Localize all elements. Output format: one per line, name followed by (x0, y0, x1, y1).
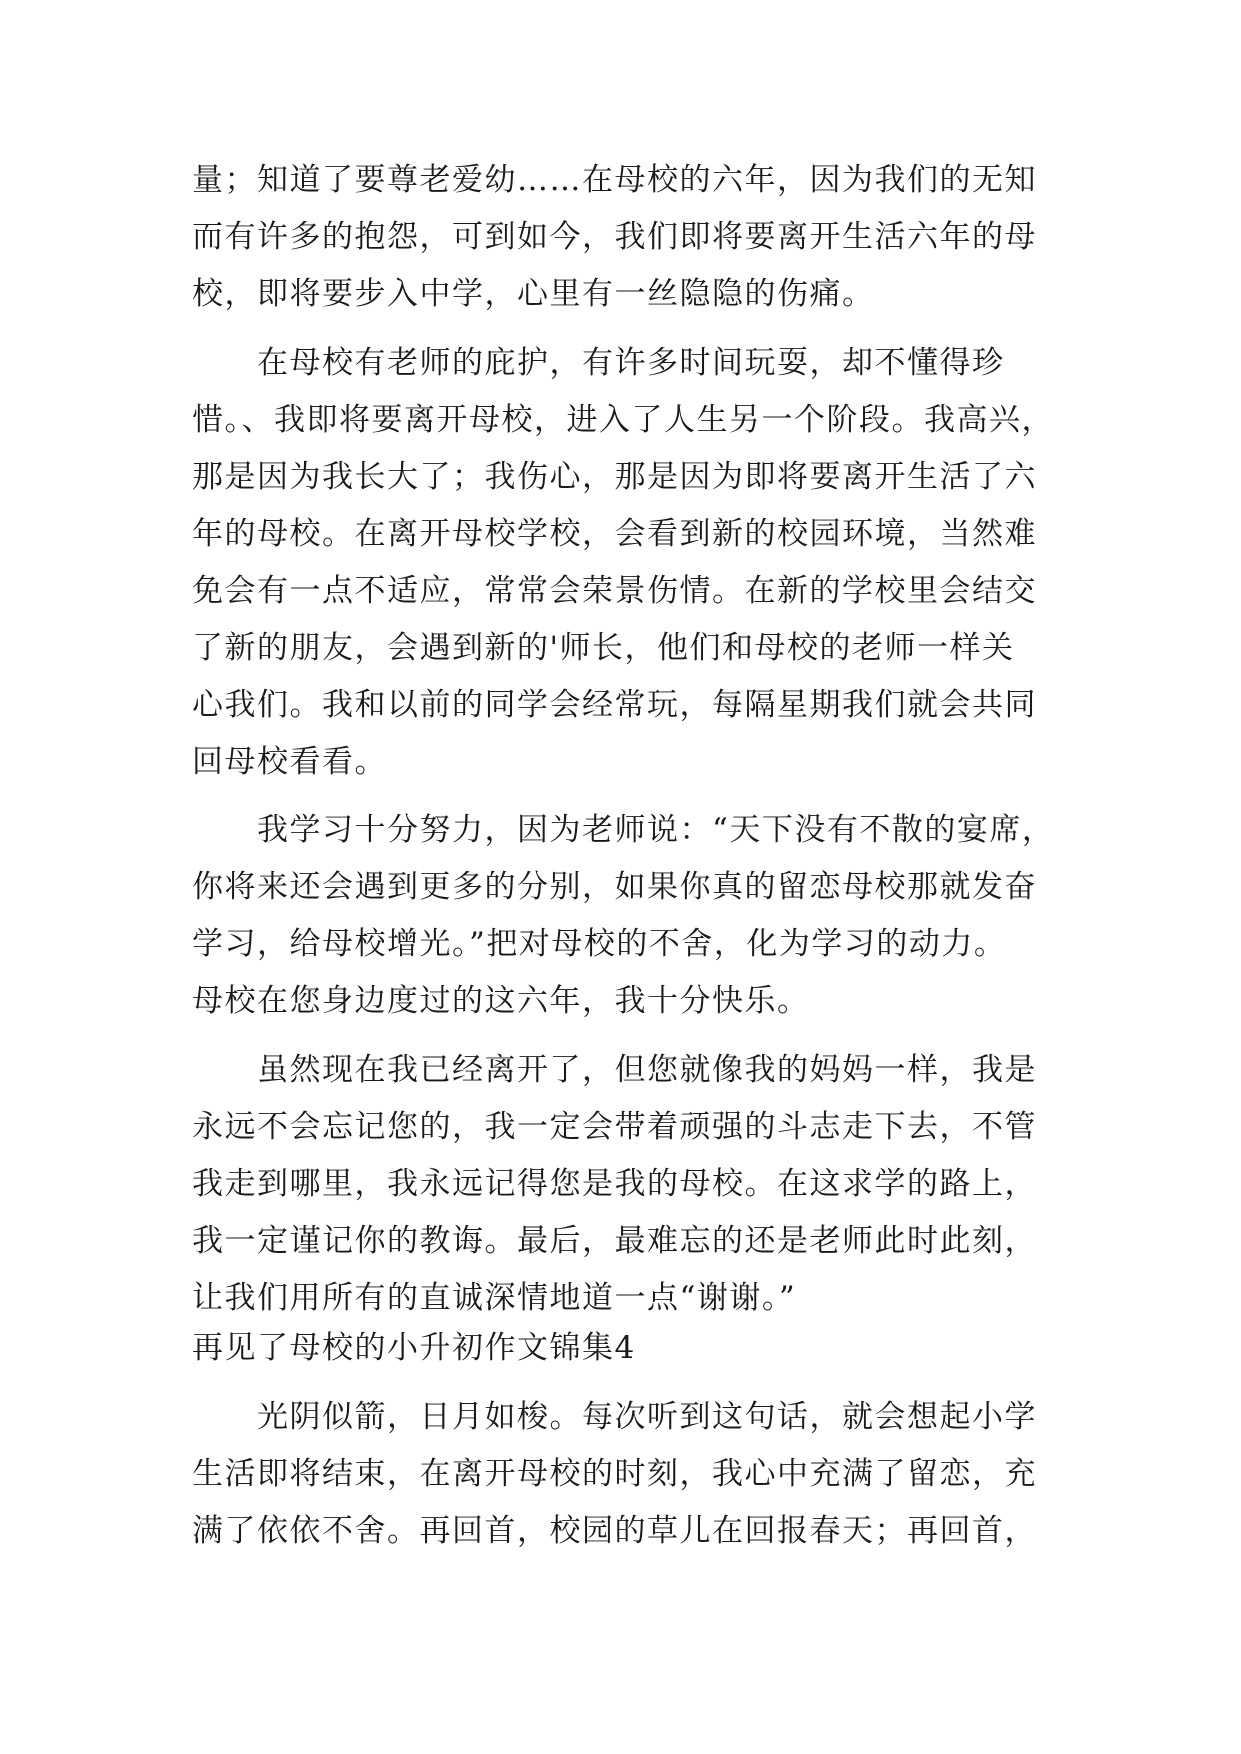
text-line: 虽然现在我已经离开了，但您就像我的妈妈一样，我是 (192, 1052, 1037, 1088)
text-line: 让我们用所有的直诚深情地道一点“谢谢。” (192, 1280, 797, 1316)
text-line: 在母校有老师的庇护，有许多时间玩耍，却不懂得珍 (192, 345, 1005, 381)
text-line: 惜。、我即将要离开母校，进入了人生另一个阶段。我高兴， (192, 402, 1054, 438)
text-line: 我一定谨记你的教诲。最后，最难忘的还是老师此时此刻， (192, 1223, 1037, 1259)
text-line: 学习，给母校增光。”把对母校的不舍，化为学习的动力。 (192, 926, 1007, 962)
text-line: 我走到哪里，我永远记得您是我的母校。在这求学的路上， (192, 1166, 1037, 1202)
text-line: 量；知道了要尊老爱幼……在母校的六年，因为我们的无知 (192, 162, 1037, 198)
text-line: 生活即将结束，在离开母校的时刻，我心中充满了留恋，充 (192, 1456, 1037, 1492)
text-line: 回母校看看。 (192, 744, 387, 780)
text-line: 我学习十分努力，因为老师说：“天下没有不散的宴席， (192, 812, 1055, 848)
text-line: 心我们。我和以前的同学会经常玩，每隔星期我们就会共同 (192, 687, 1037, 723)
text-line: 年的母校。在离开母校学校，会看到新的校园环境，当然难 (192, 516, 1037, 552)
text-line: 你将来还会遇到更多的分别，如果你真的留恋母校那就发奋 (192, 869, 1037, 905)
text-line: 了新的朋友，会遇到新的'师长，他们和母校的老师一样关 (192, 630, 1015, 666)
text-line: 免会有一点不适应，常常会荣景伤情。在新的学校里会结交 (192, 573, 1037, 609)
text-line: 永远不会忘记您的，我一定会带着顽强的斗志走下去，不管 (192, 1109, 1037, 1145)
text-line: 母校在您身边度过的这六年，我十分快乐。 (192, 983, 810, 1019)
text-line: 光阴似箭，日月如梭。每次听到这句话，就会想起小学 (192, 1399, 1037, 1435)
text-line: 校，即将要步入中学，心里有一丝隐隐的伤痛。 (192, 276, 875, 312)
text-line: 那是因为我长大了；我伤心，那是因为即将要离开生活了六 (192, 459, 1037, 495)
section-heading: 再见了母校的小升初作文锦集4 (192, 1330, 636, 1366)
text-line: 而有许多的抱怨，可到如今，我们即将要离开生活六年的母 (192, 219, 1037, 255)
text-line: 满了依依不舍。再回首，校园的草儿在回报春天；再回首， (192, 1513, 1037, 1549)
